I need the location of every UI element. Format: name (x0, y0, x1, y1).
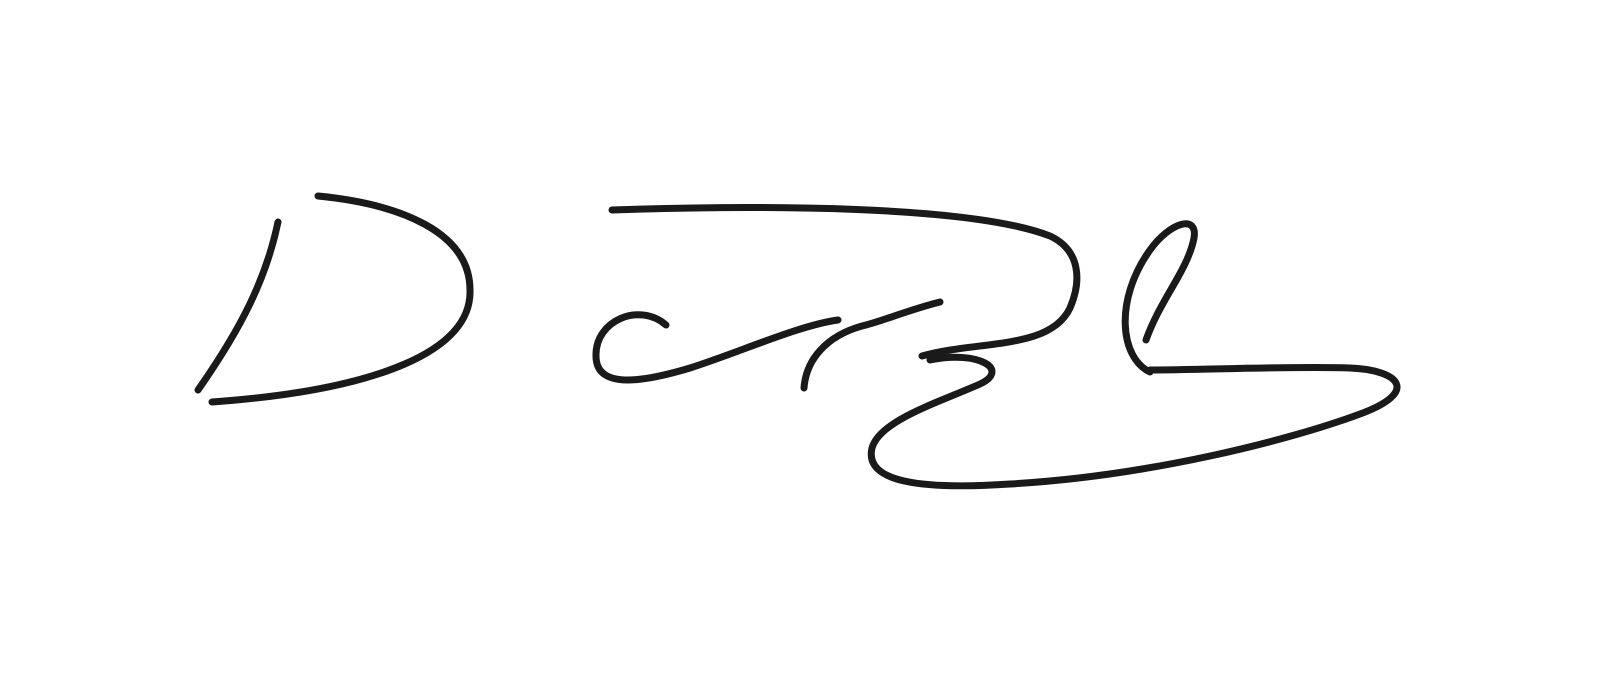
signature-stroke-tail (871, 357, 1397, 486)
signature-stroke-d-stem (198, 222, 278, 390)
signature-stroke-o (596, 315, 838, 380)
signature-stroke-r (804, 302, 940, 388)
signature-stroke-ascender (1125, 224, 1194, 372)
